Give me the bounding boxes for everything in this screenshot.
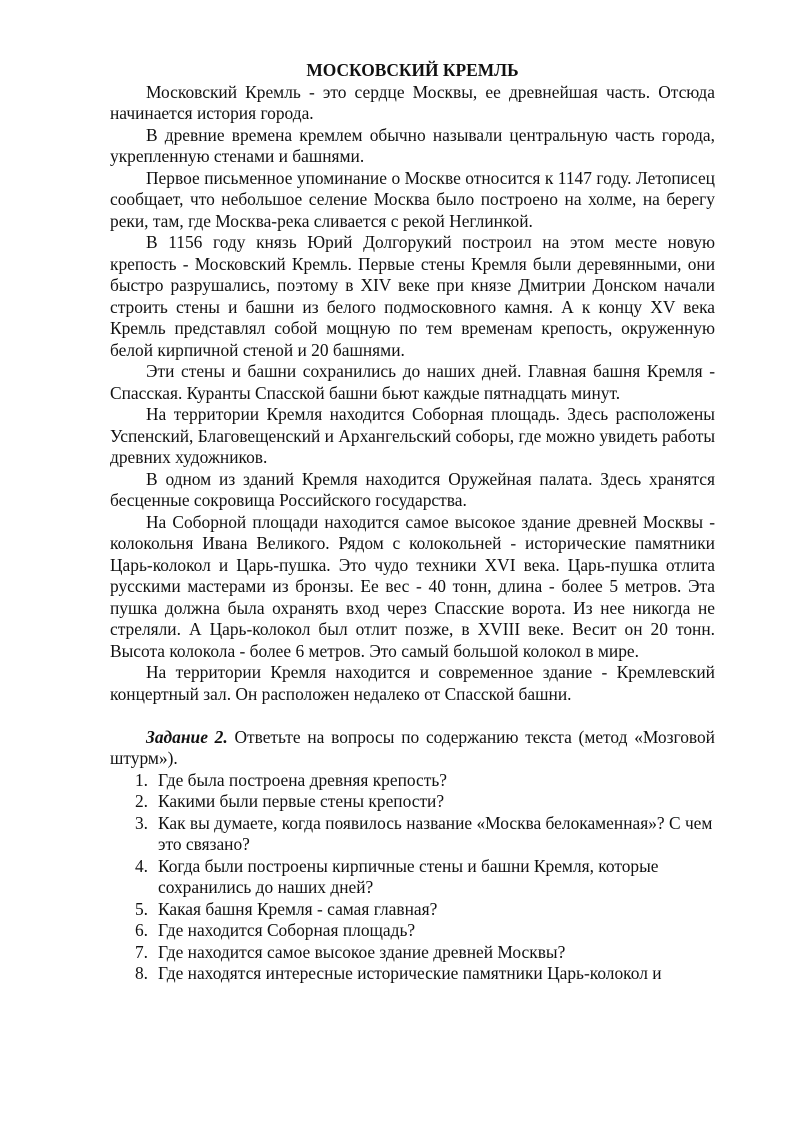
section-spacer <box>110 705 715 727</box>
question-text: Где была построена древняя крепость? <box>158 769 447 790</box>
question-number: 4. <box>134 855 148 876</box>
document-page <box>110 60 715 985</box>
question-text: Какими были первые стены крепости? <box>158 791 445 811</box>
question-number: 5. <box>134 898 148 919</box>
paragraph-8: На Соборной площади находится самое высокое здание древней Москвы - колокольня Ивана Великого. Рядом с колокольней - исторические памятники Царь-колокол и Царь-пушка. Это чудо техники XVI века. Царь-пушка отлита русскими мастерами из бронзы. Ее вес - 40 тонн, длина - более 5 метров. Эта пушка должна была охранять вход через Спасские ворота. Из нее никогда не стреляли. А Царь-колокол был отлит позже, в XVIII веке. Весит он 20 тонн. Высота колокола - более 6 метров. Это самый большой колокол в мире. <box>110 511 715 661</box>
task-heading <box>110 727 715 770</box>
list-item <box>110 963 715 985</box>
question-number: 7. <box>134 941 148 962</box>
question-number: 2. <box>134 791 148 811</box>
question-number: 1. <box>134 769 148 790</box>
task-label: Задание 2. <box>146 726 228 747</box>
list-item <box>110 770 715 792</box>
paragraph-7: В одном из зданий Кремля находится Оружейная палата. Здесь хранятся бесценные сокровища Российского государства. <box>110 468 715 510</box>
paragraph-2: В древние времена кремлем обычно называли центральную часть города, укрепленную стенами и башнями. <box>110 124 715 166</box>
paragraph-1: Московский Кремль - это сердце Москвы, ее древнейшая часть. Отсюда начинается история города. <box>110 81 715 123</box>
question-number: 6. <box>134 920 148 940</box>
list-item <box>110 920 715 942</box>
question-number: 8. <box>134 963 148 983</box>
list-item <box>110 899 715 921</box>
task-text: Ответьте на вопросы по содержанию текста (метод «Мозговой штурм»). <box>110 726 715 768</box>
question-text: Какая башня Кремля - самая главная? <box>158 898 438 919</box>
question-text: Когда были построены кирпичные стены и башни Кремля, которые сохранились до наших дней? <box>158 855 659 897</box>
list-item <box>110 813 715 856</box>
paragraph-6: На территории Кремля находится Соборная площадь. Здесь расположены Успенский, Благовещенский и Архангельский соборы, где можно увидеть работы древних художников. <box>110 404 715 467</box>
paragraph-3: Первое письменное упоминание о Москве относится к 1147 году. Летописец сообщает, что небольшое селение Москва было построено на холме, на берегу реки, там, где Москва-река сливается с рекой Неглинкой. <box>110 167 715 231</box>
list-item <box>110 791 715 813</box>
list-item <box>110 942 715 964</box>
question-text: Где находятся интересные исторические памятники Царь-колокол и <box>158 963 662 983</box>
question-list <box>110 770 715 985</box>
paragraph-4: В 1156 году князь Юрий Долгорукий построил на этом месте новую крепость - Московский Кремль. Первые стены Кремля были деревянными, они быстро разрушались, поэтому в XIV веке при князе Дмитрии Донском начали строить стены и башни из белого подмосковного камня. А к концу XV века Кремль представлял собой мощную по тем временам крепость, окруженную белой кирпичной стеной и 20 башнями. <box>110 232 715 360</box>
question-text: Как вы думаете, когда появилось название «Москва белокаменная»? С чем это связано? <box>158 812 713 854</box>
paragraph-9: На территории Кремля находится и современное здание - Кремлевский концертный зал. Он расположен недалеко от Спасской башни. <box>110 662 715 704</box>
document-title: МОСКОВСКИЙ КРЕМЛЬ <box>306 60 519 80</box>
paragraph-5: Эти стены и башни сохранились до наших дней. Главная башня Кремля - Спасская. Куранты Спасской башни бьют каждые пятнадцать минут. <box>110 361 715 403</box>
list-item <box>110 856 715 899</box>
question-text: Где находится самое высокое здание древней Москвы? <box>158 941 566 962</box>
question-text: Где находится Соборная площадь? <box>158 920 416 940</box>
question-number: 3. <box>134 812 148 833</box>
